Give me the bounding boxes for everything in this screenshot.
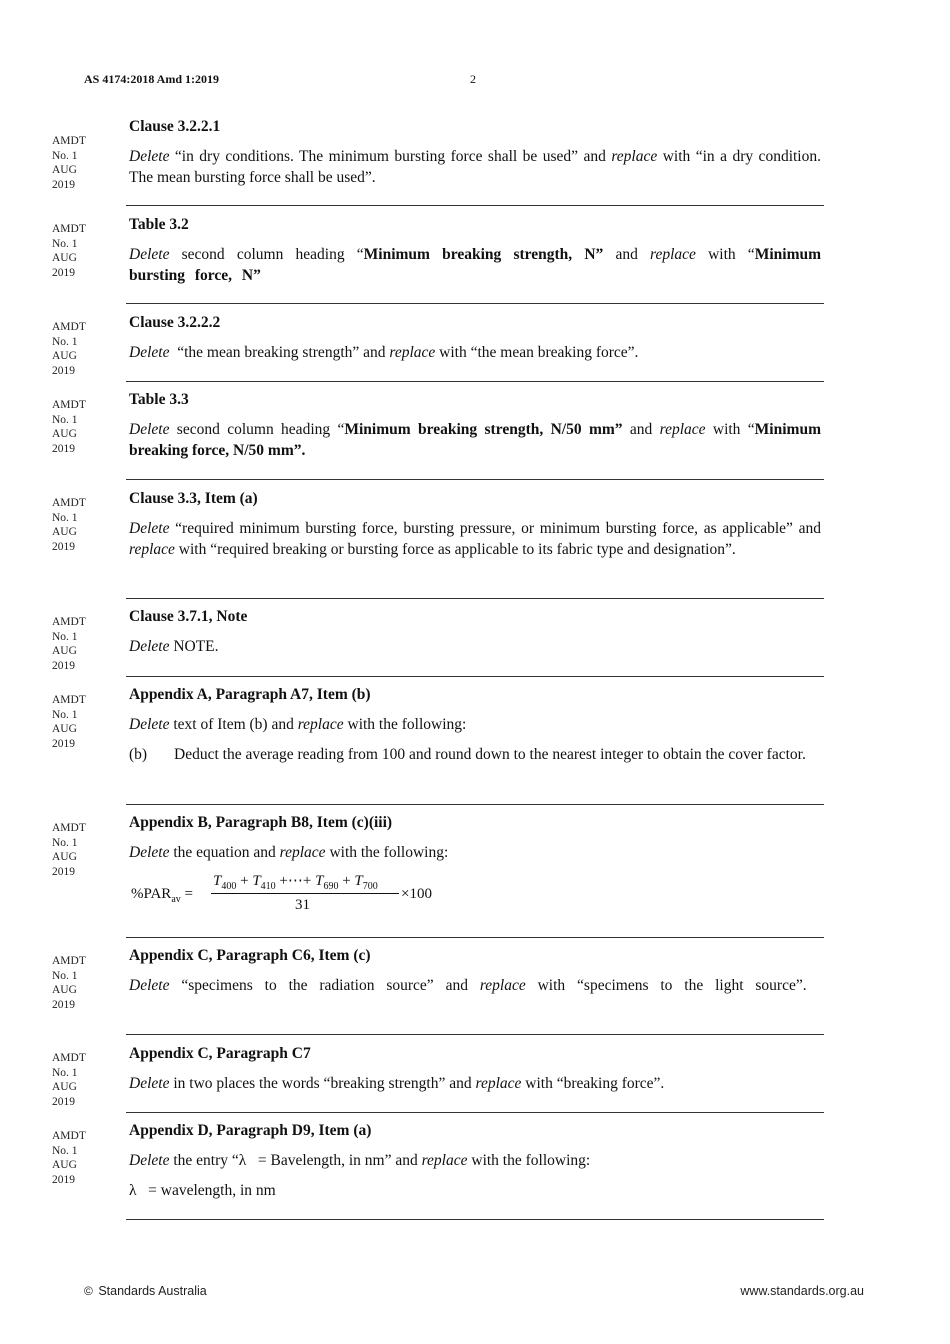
section-instruction: Delete the entry “λ = Bavelength, in nm” and replace with the following: — [129, 1152, 591, 1169]
section-title: Clause 3.2.2.2 — [129, 314, 221, 331]
amendment-note: AMDT No. 1 AUG 2019 — [52, 822, 86, 878]
section-title: Table 3.3 — [129, 391, 189, 408]
section-divider — [126, 303, 824, 304]
amendment-note: AMDT No. 1 AUG 2019 — [52, 1130, 86, 1186]
amendment-note: AMDT No. 1 AUG 2019 — [52, 321, 86, 377]
copyright-icon: © — [84, 1284, 93, 1298]
section-instruction: Delete “specimens to the radiation source” and replace with “specimens to the light source”. — [129, 977, 807, 994]
section-divider — [126, 1112, 824, 1113]
section-divider — [126, 937, 824, 938]
section-divider — [126, 205, 824, 206]
section-title: Appendix A, Paragraph A7, Item (b) — [129, 686, 371, 703]
section-title: Table 3.2 — [129, 216, 189, 233]
section-divider — [126, 598, 824, 599]
list-item-text: Deduct the average reading from 100 and round down to the nearest integer to obtain the cover factor. — [174, 746, 806, 763]
section-title: Appendix B, Paragraph B8, Item (c)(iii) — [129, 814, 393, 831]
section-instruction: Delete in two places the words “breaking strength” and replace with “breaking force”. — [129, 1075, 665, 1092]
section-instruction: Delete “in dry conditions. The minimum bursting force shall be used” and replace with “in a dry condition. The mean bursting force shall be used”. — [129, 148, 821, 186]
amendment-note: AMDT No. 1 AUG 2019 — [52, 223, 86, 279]
document-code: AS 4174:2018 Amd 1:2019 — [84, 72, 220, 86]
section-instruction: Delete second column heading “Minimum breaking strength, N/50 mm” and replace with “Minimum breaking force, N/50 mm”. — [129, 421, 821, 459]
section-instruction: Delete NOTE. — [129, 638, 219, 655]
section-title: Clause 3.3, Item (a) — [129, 490, 258, 507]
amendment-note: AMDT No. 1 AUG 2019 — [52, 399, 86, 455]
section-instruction: Delete text of Item (b) and replace with the following: — [129, 716, 467, 733]
page-number: 2 — [470, 72, 476, 86]
list-item-label: (b) — [129, 746, 148, 763]
section-title: Appendix C, Paragraph C6, Item (c) — [129, 947, 371, 964]
amendment-note: AMDT No. 1 AUG 2019 — [52, 135, 86, 191]
par-equation: $\%PAR_{av}$ = $T_{400} + T_{410}$ +⋯+ $T_{690} + T_{700}$ 31 ×100 — [131, 873, 432, 913]
amendment-note: AMDT No. 1 AUG 2019 — [52, 497, 86, 553]
new-entry: λ = wavelength, in nm — [129, 1182, 276, 1199]
section-divider — [126, 676, 824, 677]
section-divider — [126, 381, 824, 382]
section-divider — [126, 1219, 824, 1220]
amendment-note: AMDT No. 1 AUG 2019 — [52, 1052, 86, 1108]
list-item — [129, 744, 821, 765]
section-title: Appendix C, Paragraph C7 — [129, 1045, 311, 1062]
section-instruction: Delete “required minimum bursting force, bursting pressure, or minimum bursting force, as applicable” and replace with “required breaking or bursting force as applicable to its fabric type and designation”. — [129, 520, 821, 558]
section-title: Appendix D, Paragraph D9, Item (a) — [129, 1122, 372, 1139]
section-title: Clause 3.2.2.1 — [129, 118, 221, 135]
section-divider — [126, 479, 824, 480]
section-instruction: Delete second column heading “Minimum breaking strength, N” and replace with “Minimum bursting force, N” — [129, 246, 822, 284]
section-instruction: Delete the equation and replace with the following: — [129, 844, 449, 861]
section-divider — [126, 1034, 824, 1035]
footer-website: www.standards.org.au — [740, 1284, 864, 1298]
section-divider — [126, 804, 824, 805]
amendment-note: AMDT No. 1 AUG 2019 — [52, 616, 86, 672]
section-title: Clause 3.7.1, Note — [129, 608, 248, 625]
footer-publisher: © Standards Australia — [84, 1284, 207, 1298]
amendment-note: AMDT No. 1 AUG 2019 — [52, 955, 86, 1011]
amendment-note: AMDT No. 1 AUG 2019 — [52, 694, 86, 750]
section-instruction: Delete “the mean breaking strength” and replace with “the mean breaking force”. — [129, 344, 639, 361]
